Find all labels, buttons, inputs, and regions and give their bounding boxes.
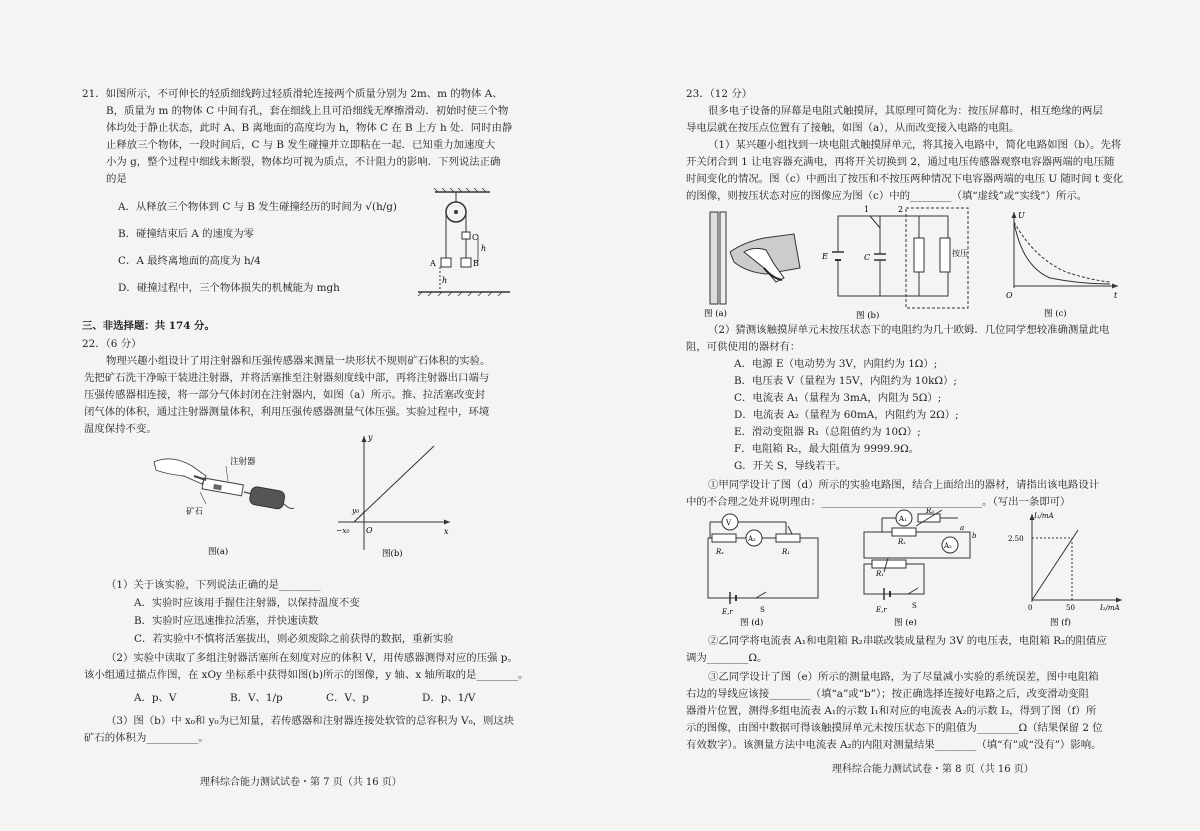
label-h-lower: h [442,276,448,285]
caption-fig-b: 图(b) [382,549,403,559]
equipment-f: F．电阻箱 R₂，最大阻值为 9999.9Ω。 [734,443,920,455]
q22-sub2-option-a: A．p、V [134,692,177,704]
section-3-heading: 三、非选择题：共 174 分。 [82,320,215,332]
tick-50: 50 [1066,604,1075,612]
q22-sub2-line-2: 该小组通过描点作图，在 xOy 坐标系中获得如图(b)所示的图像，y 轴、x 轴所取的是________。 [84,669,529,681]
q21-option-a: A．从释放三个物体到 C 与 B 发生碰撞经历的时间为 √(h/g) [118,201,397,213]
equipment-c: C．电流表 A₁（量程为 3mA，内阻为 5Ω）; [734,392,942,404]
equipment-g: G．开关 S，导线若干。 [734,460,847,472]
q22-sub3-line-2: 矿石的体积为__________。 [84,732,209,744]
label-b: B [473,259,479,268]
label-capacitor: C [864,253,871,262]
axis-t-label: t [1114,291,1118,300]
q21-line-3: 体均处于静止状态，此时 A、B 离地面的高度均为 h，物体 C 在 B 上方 h 处．同时由静 [106,122,513,134]
label-a: A [430,259,436,268]
q22-sub1-option-c: C．若实验中不慎将活塞拔出，则必须废除之前获得的数据，重新实验 [134,633,454,645]
q22-sub2-option-c: C．V、p [326,692,369,704]
q23-line-6: 的图像，则按压状态对应的图像应为图（c）中的________（填“虚线”或“实线”）所示。 [686,190,1088,202]
label-r1-d: R₁ [782,548,791,556]
equipment-b: B．电压表 V（量程为 15V，内阻约为 10kΩ）; [734,375,957,387]
voltage-time-figure-c [1000,208,1130,320]
label-voltmeter-v: V [726,519,732,527]
q23-line-4: 开关闭合到 1 让电容器充满电，再将开关切换到 2，通过电压传感器观察电容器两端的电压随 [686,156,1115,168]
label-ammeter-a2-e: A₂ [944,542,952,550]
label-switch-s-d: S [760,606,765,614]
label-er-d: E,r [722,608,733,616]
q23-sub1-line-2: 中的不合理之处并说明理由：_______________________________。（写出一条即可） [686,496,1071,508]
label-er-e: E,r [876,606,887,614]
equipment-a: A．电源 E（电动势为 3V，内阻约为 1Ω）; [734,358,938,370]
q23-sub3-line-5: 有效数字）。该测量方法中电流表 A₂的内阻对测量结果________（填“有”或“没有”）影响。 [686,739,1102,751]
caption-fig-e: 图 (e) [894,618,917,626]
label-r1-e: R₁ [876,570,885,578]
label-rx-e: Rₓ [898,538,906,546]
q21-option-c: C．A 最终离地面的高度为 h/4 [118,255,261,267]
q22-sub2-option-d: D．p、1/V [422,692,476,704]
axis-u-label: U [1018,211,1025,220]
q23-heading: 23．（12 分） [686,88,753,100]
q21-line-1: 21．如图所示，不可伸长的轻质细线跨过轻质滑轮连接两个质量分别为 2m、m 的物体 A、 [82,88,503,100]
q23-sub3-line-2: 右边的导线应该接________（填“a”或“b”）；按正确选择连接好电路之后，改变滑动变阻 [686,688,1089,700]
line-graph-figure-b [330,430,460,560]
label-h-upper: h [481,244,487,253]
label-terminal-b: b [972,532,977,540]
caption-fig-top-c: 图 (c) [1044,309,1067,319]
q22-line-4: 闭气体的体积，通过注射器测量体积，利用压强传感器测量气体压强。实验过程中，环境 [84,406,490,418]
q22-sub1-option-a: A．实验时应该用手握住注射器，以保持温度不变 [134,597,360,609]
caption-fig-a: 图(a) [208,547,229,557]
q23-part2-line-2: 阻，可供使用的器材有： [686,341,801,353]
touchscreen-figure-a [704,208,814,320]
q21-option-d: D．碰撞过程中，三个物体损失的机械能为 mgh [118,282,340,294]
label-rx-d: Rₓ [716,548,724,556]
q21-pulley-figure [410,188,520,298]
q22-sub3-line-1: （3）图（b）中 x₀和 y₀为已知量，若传感器和注射器连接处软管的总容积为 V₀，则这块 [106,715,515,727]
q23-sub2-line-1: ②乙同学将电流表 A₁和电阻箱 R₂串联改装成量程为 3V 的电压表，电阻箱 R₂的阻值应 [708,635,1107,647]
right-page [600,0,1200,831]
q23-sub3-line-3: 器滑片位置，测得多组电流表 A₁的示数 I₁和对应的电流表 A₂的示数 I₂，得到了图（f）所 [686,705,1097,717]
label-ammeter-a1-e: A₁ [899,515,907,523]
label-ore: 矿石 [186,507,204,517]
label-switch-s-e: S [912,602,917,610]
axis-x-label: x [444,527,449,536]
x0-label: −x₀ [336,526,350,535]
caption-fig-d: 图 (d) [740,618,764,626]
label-press: 按压 [952,249,968,258]
tick-2-50: 2.50 [1008,535,1024,543]
q21-line-2: B，质量为 m 的物体 C 中间有孔，套在细线上且可沿细线无摩擦滑动．初始时使三个物 [106,105,509,117]
q22-line-1: 物理兴趣小组设计了用注射器和压强传感器来测量一块形状不规则矿石体积的实验。 [106,355,491,367]
capacitor-circuit-figure-b [820,204,970,320]
q21-line-5: 小为 g，整个过程中细线未断裂，物体均可视为质点，不计阻力的影响．下列说法正确 [106,156,501,168]
q23-sub2-line-2: 调为________Ω。 [686,652,768,664]
q21-option-b: B．碰撞结束后 A 的速度为零 [118,228,255,240]
caption-fig-top-a: 图 (a) [704,309,727,319]
q21-line-6: 的是 [106,173,127,185]
axis-y-label: y [368,433,373,442]
q23-line-3: （1）某兴趣小组找到一块电阻式触摸屏单元，将其接入电路中，简化电路如图（b）。先将 [708,139,1122,151]
caption-fig-f: 图 (f) [1050,618,1071,626]
y0-label: y₀ [352,506,360,515]
origin-o-label: O [1006,291,1013,300]
q22-line-5: 温度保持不变。 [84,423,157,435]
label-ammeter-a2-d: A₂ [748,535,756,543]
syringe-figure-a [148,448,308,558]
equipment-d: D．电流表 A₂（量程为 60mA，内阻约为 2Ω）; [734,409,959,421]
q21-line-4: 止释放三个物体，一段时间后，C 与 B 发生碰撞并立即粘在一起．已知重力加速度大 [106,139,496,151]
q23-sub3-line-1: ③乙同学设计了图（e）所示的测量电路，为了尽量减小实验的系统误差，图中电阻箱 [708,671,1099,683]
axis-i1-label: I₁/mA [1034,512,1054,520]
label-syringe: 注射器 [230,457,256,467]
label-switch-1: 1 [864,205,870,214]
q22-heading: 22．（6 分） [82,338,142,350]
tick-0: 0 [1028,604,1033,612]
circuit-figure-e [854,508,984,626]
q23-part2-line-1: （2）猜测该触摸屏单元未按压状态下的电阻约为几十欧姆．几位同学想较准确测量此电 [708,324,1110,336]
q22-sub2-option-b: B．V、1/p [230,692,283,704]
equipment-e: E．滑动变阻器 R₁（总阻值约为 10Ω）; [734,426,921,438]
q22-sub1: （1）关于该实验，下列说法正确的是________ [106,579,321,591]
q23-sub3-line-4: 示的图像，由图中数据可得该触摸屏单元未按压状态下的阻值为________Ω（结果保留 2 位 [686,722,1103,734]
q23-sub1-line-1: ①甲同学设计了图（d）所示的实验电路图，结合上面给出的器材，请指出该电路设计 [708,479,1100,491]
label-terminal-a: a [960,524,965,532]
q23-line-1: 很多电子设备的屏幕是电阻式触摸屏，其原理可简化为：按压屏幕时，相互绝缘的两层 [708,105,1103,117]
axis-i2-label: I₂/mA [1100,604,1120,612]
q22-line-3: 压强传感器相连接，将一部分气体封闭在注射器内，如图（a）所示。推、拉活塞改变封 [84,389,486,401]
circuit-figure-d [700,508,830,626]
footer-page-8: 理科综合能力测试试卷・第 8 页（共 16 页） [832,764,1034,775]
label-c: C [472,233,479,242]
q22-sub2-line-1: （2）实验中读取了多组注射器活塞所在刻度对应的体积 V，用传感器测得对应的压强 p。 [106,652,518,664]
label-emf: E [822,252,828,261]
q23-line-5: 时间变化的情况。图（c）中画出了按压和不按压两种情况下电容器两端的电压 U 随时间 t 变化 [686,173,1124,185]
caption-fig-top-b: 图 (b) [856,311,880,320]
q22-line-2: 先把矿石洗干净晾干装进注射器，并将活塞推至注射器刻度线中部，再将注射器出口端与 [84,372,490,384]
label-r2-e: R₂ [926,508,935,515]
q23-line-2: 导电层就在按压点位置有了接触，如图（a），从而改变接入电路的电阻。 [686,122,1020,134]
origin-label: O [366,526,373,535]
footer-page-7: 理科综合能力测试试卷・第 7 页（共 16 页） [200,777,402,788]
q22-sub1-option-b: B．实验时应迅速推拉活塞，并快速读数 [134,615,319,627]
label-switch-2: 2 [898,205,904,214]
current-graph-figure-f [1000,508,1140,626]
